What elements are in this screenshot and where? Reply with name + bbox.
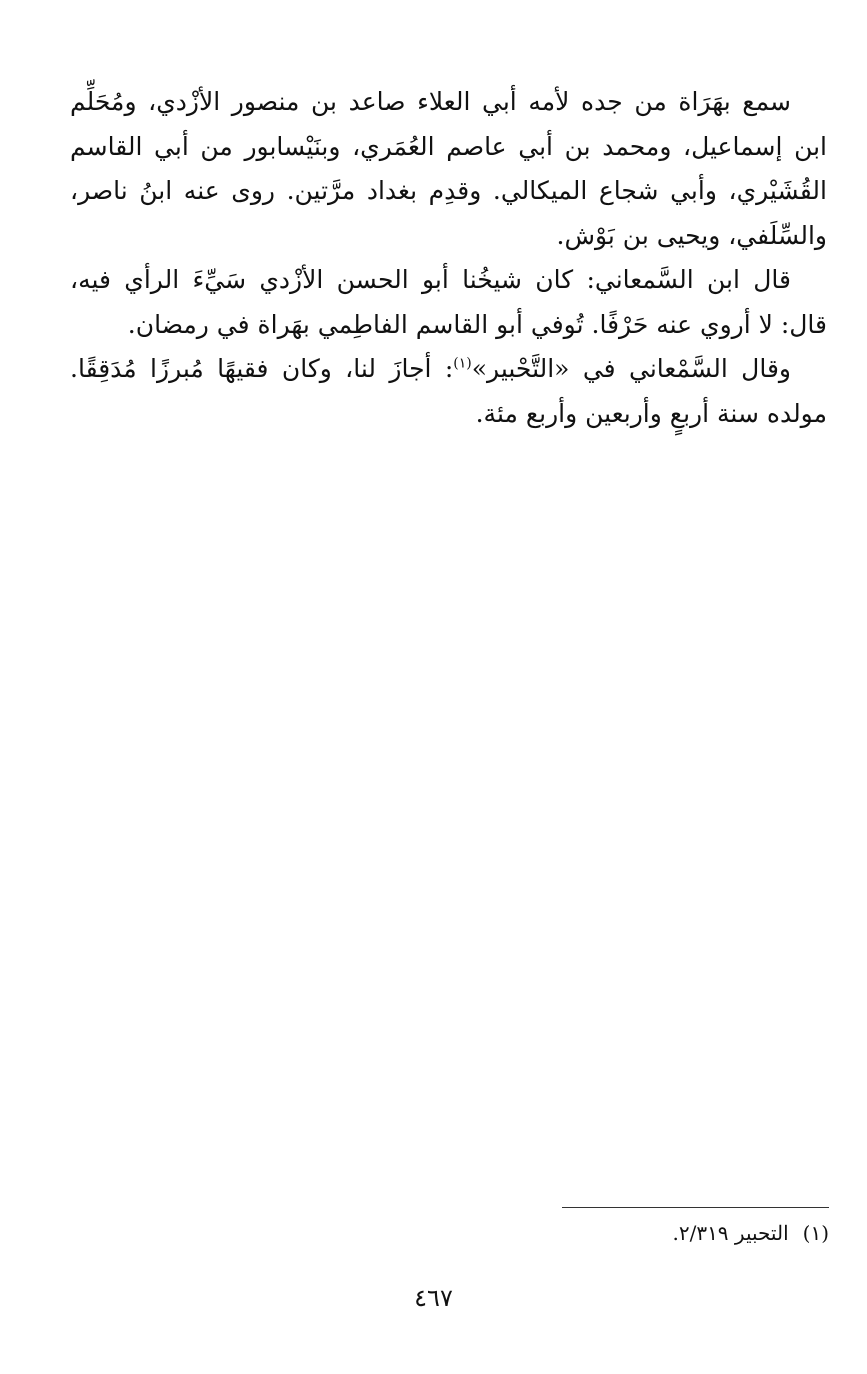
footnote — [672, 1218, 829, 1248]
footnote-reference[interactable]: (١) — [453, 355, 472, 372]
footnote-divider — [562, 1207, 829, 1208]
main-text — [70, 80, 827, 436]
text-line: قال ابن السَّمعاني: كان شيخُنا أبو الحسن الأزْدي سَيِّءَ الرأي فيه، — [70, 265, 791, 294]
paragraph-1 — [70, 80, 827, 258]
text-line: القُشَيْري، وأبي شجاع الميكالي. وقدِم بغداد مرَّتين. روى عنه ابنُ ناصر، — [70, 176, 827, 205]
text-line: مولده سنة أربعٍ وأربعين وأربع مئة. — [475, 398, 827, 428]
footnote-marker: (١) — [802, 1221, 829, 1245]
text-line: قال: لا أروي عنه حَرْفًا. تُوفي أبو القاسم الفاطِمي بهَراة في رمضان. — [127, 309, 827, 339]
text-line: سمع بهَرَاة من جده لأمه أبي العلاء صاعد بن منصور الأزْدي، ومُحَلِّم — [70, 87, 791, 116]
text-fragment: : أجازَ لنا، وكان فقيهًا مُبرزًا مُدَقِقًا. — [70, 354, 454, 383]
footnote-text: التحبير ٢/٣١٩. — [672, 1221, 789, 1245]
page-number: ٤٦٧ — [414, 1284, 453, 1312]
text-fragment: وقال السَّمْعاني في «التَّحْبير» — [471, 354, 791, 383]
text-line: ابن إسماعيل، ومحمد بن أبي عاصم العُمَري، وبنَيْسابور من أبي القاسم — [70, 131, 827, 161]
text-line: والسِّلَفي، ويحيى بن بَوْش. — [556, 220, 827, 250]
text-line — [70, 347, 827, 392]
paragraph-2 — [70, 258, 827, 347]
paragraph-3 — [70, 347, 827, 436]
